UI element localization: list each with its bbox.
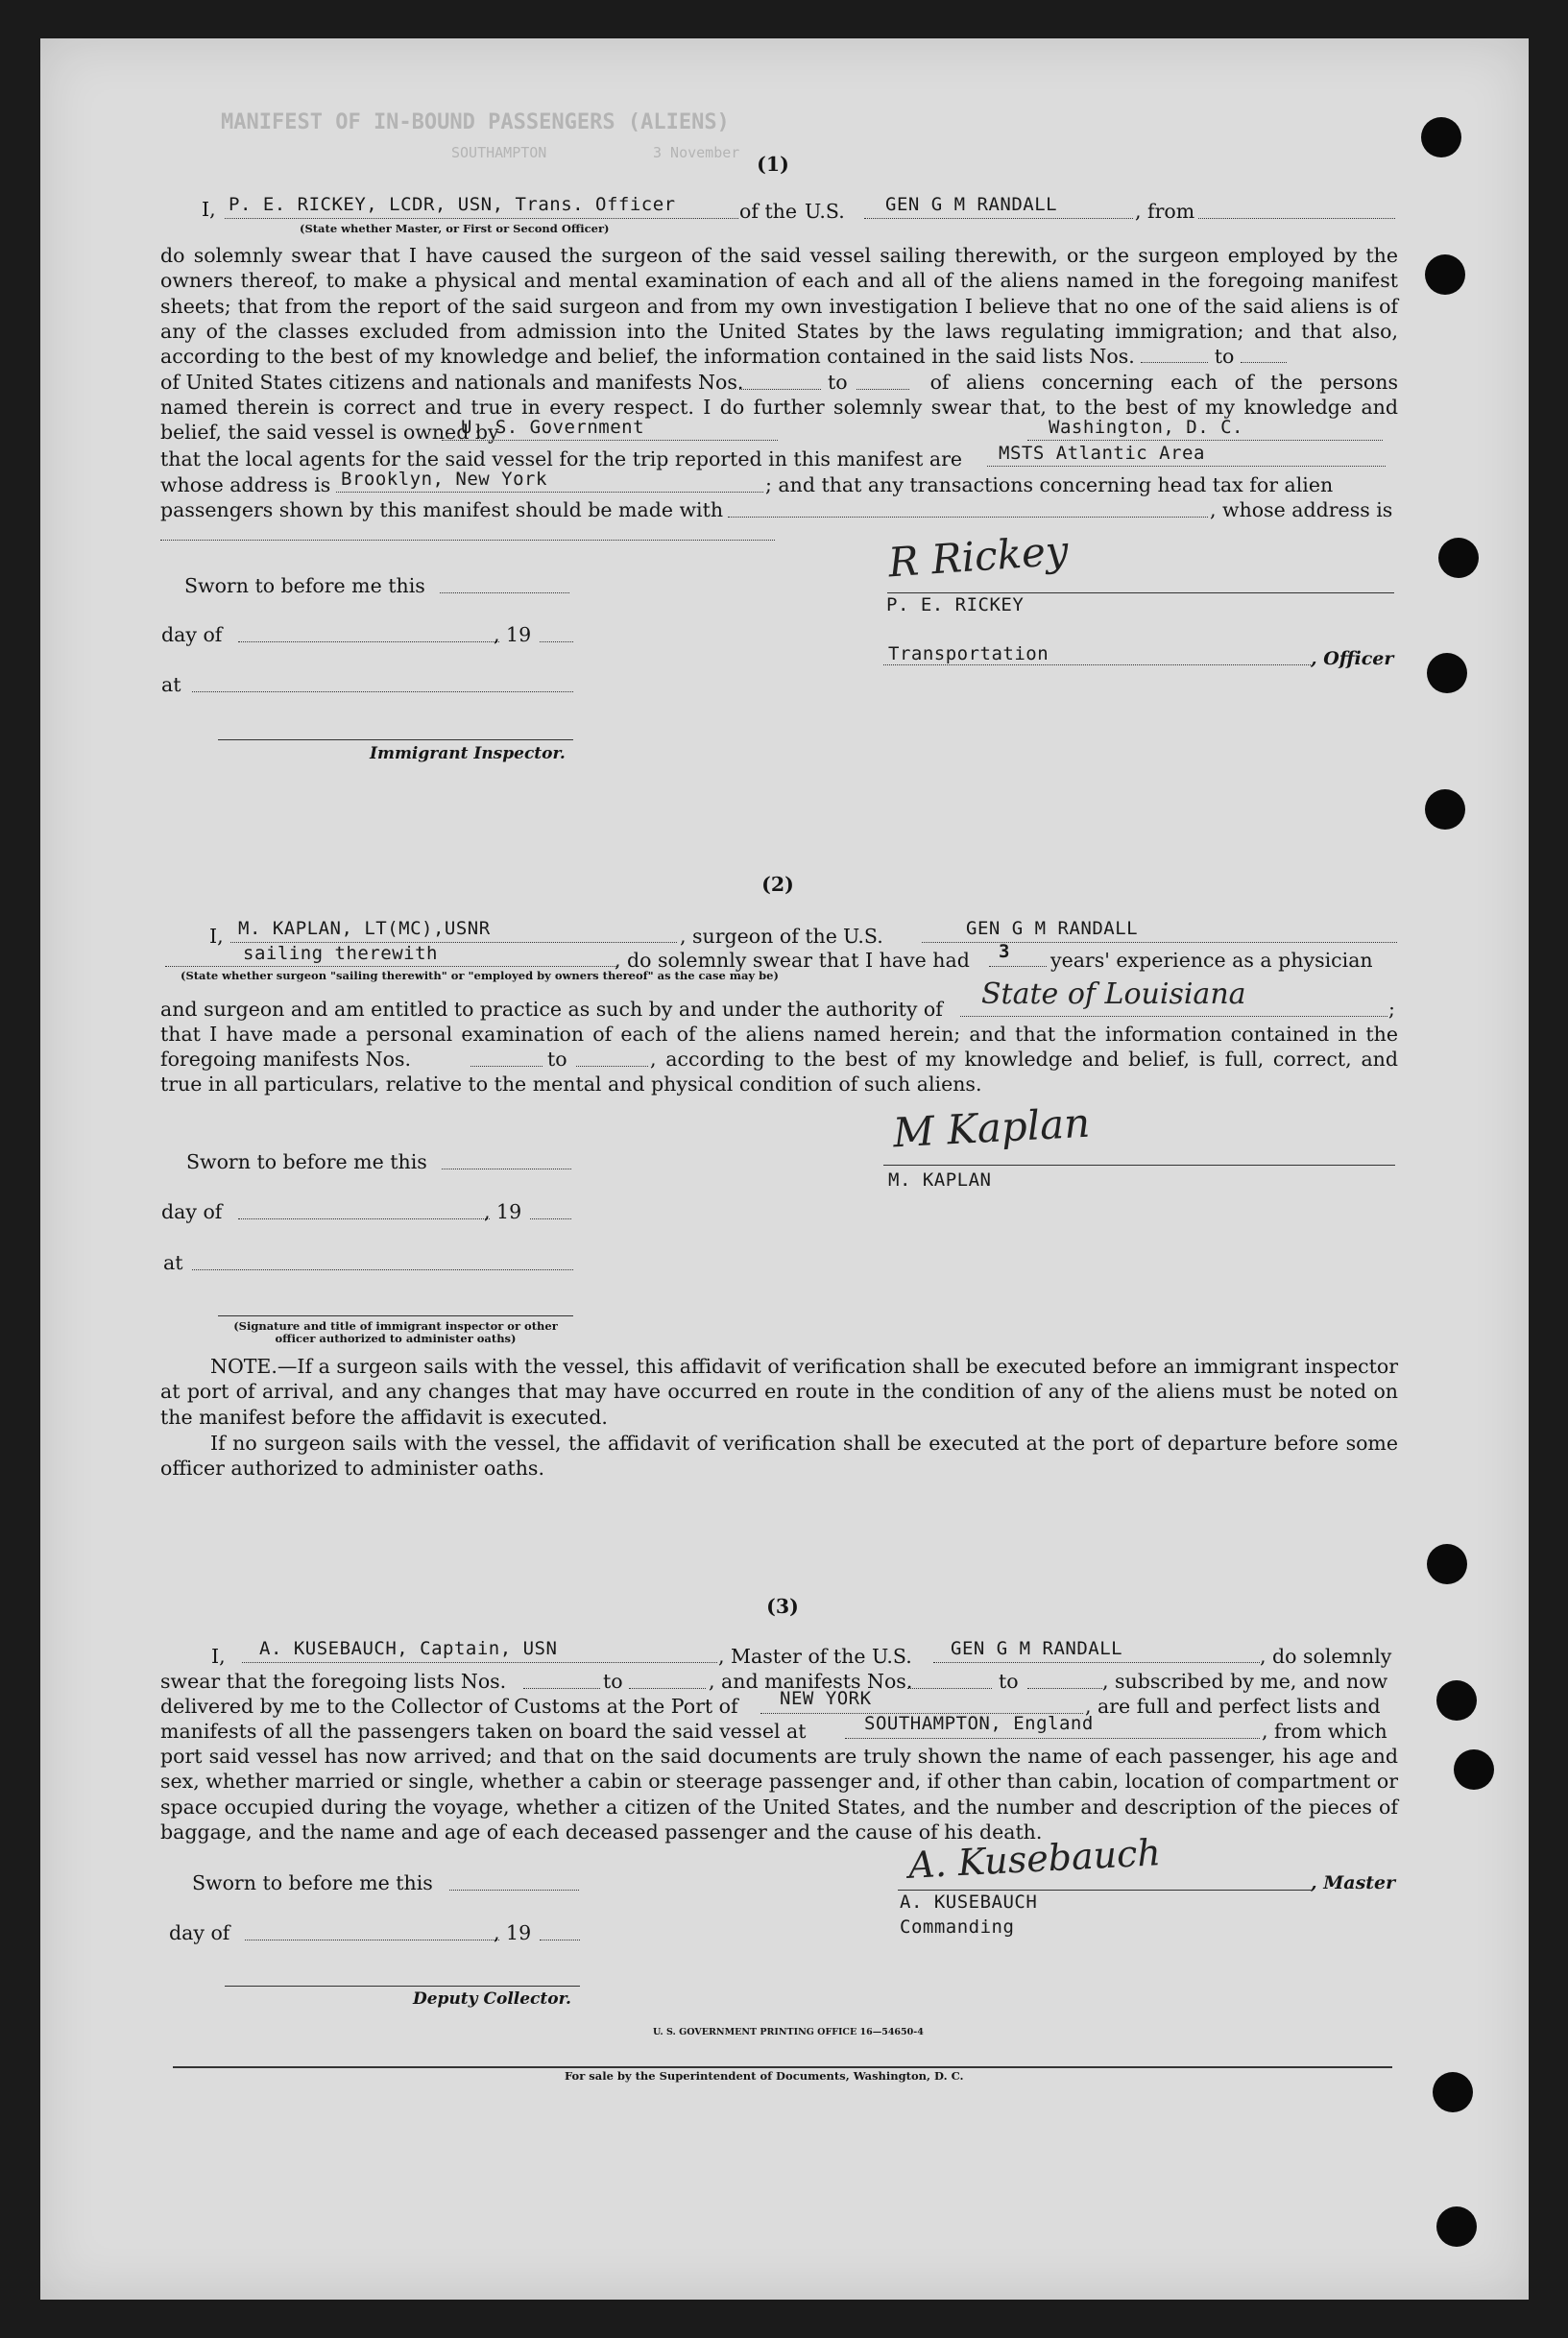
at-label: at xyxy=(161,673,181,696)
affidavit-paragraph-a: do solemnly swear that I have caused the surgeon of the said vessel sailing therewith, or the surgeon employed by the owners thereof, to make a physical and mental examination of each and all of the aliens named in the foregoing manifest sheets; that from the report of the said surgeon and from my own investigation I believe that no one of the said aliens is of any of the classes excluded from admission into the United States by the laws regulating immigration; and that also, according to the best of my knowledge and belief, the information contained in the said lists Nos. to xyxy=(160,244,1398,369)
punch-hole xyxy=(1454,1749,1494,1790)
master-affidavit-paragraph: port said vessel has now arrived; and that on the said documents are truly shown the name of each passenger, his age and sex, whether married or single, whether a cabin or steerage passenger and, if other than cabin, location of compartment or space occupied during the voyage, whether a citizen of the United States, and the number and description of the pieces of baggage, and the name and age of each deceased passenger and the cause of his death. xyxy=(160,1745,1398,1844)
officer-name: P. E. RICKEY, LCDR, USN, Trans. Officer xyxy=(229,194,676,215)
lead: I, xyxy=(202,198,216,221)
years-exp-label: years' experience as a physician xyxy=(1050,949,1373,972)
agents-label: that the local agents for the said vessel for the trip reported in this manifest are xyxy=(160,447,963,470)
signer-name: P. E. RICKEY xyxy=(886,594,1025,615)
lead: I, xyxy=(211,1645,226,1668)
officer-label: , Officer xyxy=(1311,648,1394,669)
signer-title: Commanding xyxy=(900,1916,1015,1938)
signature-rickey: R Rickey xyxy=(886,526,1071,587)
practice-label: and surgeon and am entitled to practice as such by and under the authority of xyxy=(160,998,943,1021)
day-of-label: day of xyxy=(161,1200,223,1223)
year-label: , 19 xyxy=(494,1921,532,1944)
signer-title: Transportation xyxy=(888,643,1049,664)
day-of-label: day of xyxy=(169,1921,230,1944)
and-manifests-label: , and manifests Nos. xyxy=(709,1670,913,1693)
ship-name: GEN G M RANDALL xyxy=(966,918,1139,939)
section-number: (2) xyxy=(761,873,794,896)
sworn-label: Sworn to before me this xyxy=(192,1871,433,1894)
swear-label: , do solemnly swear that I have had xyxy=(615,949,970,972)
subscribed-label: , subscribed by me, and now xyxy=(1102,1670,1388,1693)
years-value: 3 xyxy=(999,941,1010,962)
to-label-2: to xyxy=(999,1670,1019,1693)
at-label: at xyxy=(163,1251,183,1274)
section-number: (3) xyxy=(766,1595,799,1618)
to-label: to xyxy=(828,371,848,394)
year-label: , 19 xyxy=(484,1200,522,1223)
deputy-label: Deputy Collector. xyxy=(413,1989,571,2009)
punch-hole xyxy=(1436,1680,1477,1721)
sworn-label: Sworn to before me this xyxy=(184,574,425,597)
owner-address: Washington, D. C. xyxy=(1049,417,1243,438)
head-tax-label: ; and that any transactions concerning head tax for alien xyxy=(765,473,1334,496)
signer-name: M. KAPLAN xyxy=(888,1169,992,1191)
state-note: (State whether surgeon "sailing therewith" or "employed by owners thereof" as the case may be) xyxy=(181,969,779,982)
solemnly-label: , do solemnly xyxy=(1260,1645,1392,1668)
master-name: A. KUSEBAUCH, Captain, USN xyxy=(259,1638,558,1659)
para-b-label: of United States citizens and nationals and manifests Nos. xyxy=(160,371,744,394)
full-label: , are full and perfect lists and xyxy=(1085,1695,1381,1718)
punch-hole xyxy=(1427,1544,1467,1584)
punch-hole xyxy=(1425,789,1465,830)
note-paragraph: NOTE.—If a surgeon sails with the vessel, this affidavit of verification shall be executed before an immigrant inspector at port of arrival, and any changes that may have occurred en route in the condition of any of the aliens must be noted on the manifest before the affidavit is executed. xyxy=(160,1355,1398,1429)
punch-hole xyxy=(1427,653,1467,693)
year-label: , 19 xyxy=(494,623,532,646)
punch-hole xyxy=(1433,2072,1473,2112)
us-label: U.S. xyxy=(843,925,883,948)
punch-hole xyxy=(1425,254,1465,295)
sworn-label: Sworn to before me this xyxy=(186,1150,427,1173)
para-label: that I have made a personal examination of each of the aliens named herein; and that the information contained in the foregoing manifests Nos. xyxy=(160,1023,1398,1071)
inspector-label: Immigrant Inspector. xyxy=(370,744,566,763)
para-b: , according to the best of my knowledge and belief, is full, correct, and true in all particulars, relative to the mental and physical condition of such aliens. xyxy=(160,1048,1398,1096)
ship-name: GEN G M RANDALL xyxy=(951,1638,1123,1659)
punch-hole xyxy=(1438,538,1479,578)
for-sale-note: For sale by the Superintendent of Documents, Washington, D. C. xyxy=(565,2069,964,2083)
sailing-value: sailing therewith xyxy=(243,943,438,964)
bleed-through-text: 3 November xyxy=(653,144,740,161)
agent-address: Brooklyn, New York xyxy=(341,469,547,490)
port-value: NEW YORK xyxy=(780,1688,872,1709)
punch-hole xyxy=(1421,117,1461,157)
punch-hole xyxy=(1436,2206,1477,2247)
departure-port: SOUTHAMPTON, England xyxy=(864,1713,1094,1734)
printing-office: U. S. GOVERNMENT PRINTING OFFICE 16—54650-4 xyxy=(653,2027,924,2037)
signer-name: A. KUSEBAUCH xyxy=(900,1892,1038,1913)
rank-note: (State whether Master, or First or Second Officer) xyxy=(300,222,610,235)
owner-value: U. S. Government xyxy=(461,417,645,438)
lead: I, xyxy=(209,925,224,948)
master-label: , Master xyxy=(1311,1872,1396,1893)
surgeon-name: M. KAPLAN, LT(MC),USNR xyxy=(238,918,491,939)
us-label: U.S. xyxy=(872,1645,912,1668)
of-the-label: of the xyxy=(739,200,798,223)
state-handwritten: State of Louisiana xyxy=(981,977,1246,1011)
to-label: to xyxy=(547,1048,567,1071)
bleed-through-text: MANIFEST OF IN-BOUND PASSENGERS (ALIENS) xyxy=(221,110,730,134)
to-label: to xyxy=(603,1670,623,1693)
note-paragraph-2: If no surgeon sails with the vessel, the affidavit of verification shall be executed at the port of departure before some officer authorized to administer oaths. xyxy=(160,1432,1398,1481)
ship-name: GEN G M RANDALL xyxy=(885,194,1058,215)
whose-address-label: whose address is xyxy=(160,473,331,496)
manifests-label: manifests of all the passengers taken on board the said vessel at xyxy=(160,1720,807,1743)
us-label: U.S. xyxy=(805,200,845,223)
signature-kaplan: M Kaplan xyxy=(891,1098,1092,1157)
bleed-through-text: SOUTHAMPTON xyxy=(451,144,547,161)
swear-label: swear that the foregoing lists Nos. xyxy=(160,1670,507,1693)
from-which-label: , from which xyxy=(1262,1720,1387,1743)
surgeon-of-label: , surgeon of the xyxy=(680,925,837,948)
from-label: , from xyxy=(1135,200,1195,223)
para-c: of aliens concerning each of the persons named therein is correct and true in every respect. I do further solemnly swear that, to the best of my knowledge and belief, the said vessel is owned by xyxy=(160,371,1398,444)
delivered-label: delivered by me to the Collector of Customs at the Port of xyxy=(160,1695,738,1718)
day-of-label: day of xyxy=(161,623,223,646)
section-number: (1) xyxy=(757,153,789,176)
signature-kusebauch: A. Kusebauch xyxy=(907,1831,1162,1887)
passengers-label: passengers shown by this manifest should be made with xyxy=(160,498,724,521)
whose-address-label-2: , whose address is xyxy=(1210,498,1393,521)
agents-value: MSTS Atlantic Area xyxy=(999,443,1205,464)
signature-note: (Signature and title of immigrant inspector or other officer authorized to administer oaths) xyxy=(233,1319,558,1345)
master-of-label: , Master of the xyxy=(718,1645,866,1668)
